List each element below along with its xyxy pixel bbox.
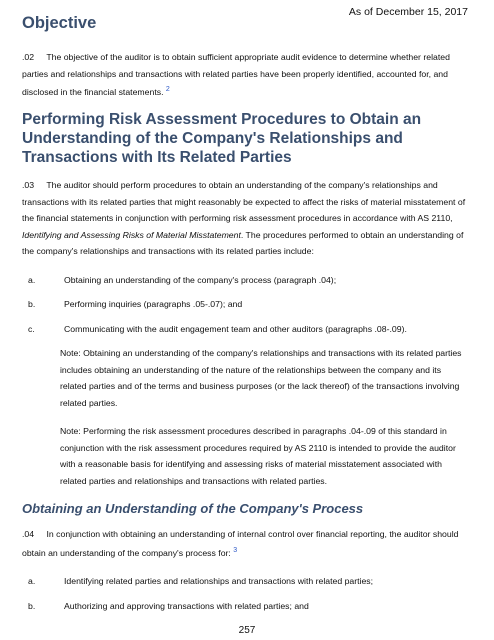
procedures-list	[22, 272, 468, 338]
list-marker: a.	[28, 576, 36, 587]
list-item-text: Identifying related parties and relationships and transactions with related parties;	[64, 576, 374, 587]
note-2: Note: Performing the risk assessment procedures described in paragraphs .04-.09 of this standard in conjunction with the risk assessment procedures required by AS 2110 is intended to provide the auditor with a reasonable basis for identifying and assessing risks of material misstatement associated with related parties and relationships and transactions with related parties.	[60, 426, 456, 486]
paragraph-text: The auditor should perform procedures to obtain an understanding of the company's relationships and transactions with its related parties that might reasonably be expected to affect the risks of material misstatement of the financial statements in conjunction with performing risk assessment procedures in accordance with AS 2110,	[22, 180, 466, 224]
paragraph-text: The objective of the auditor is to obtain sufficient appropriate audit evidence to determine whether related parties and relationships and transactions with related parties have been properly identified, accounted for, and disclosed in the financial statements.	[22, 52, 450, 97]
paragraph-text: In conjunction with obtaining an understanding of internal control over financial reporting, the auditor should obtain an understanding of the company's process for:	[22, 529, 459, 558]
list-item-text: Communicating with the audit engagement team and other auditors (paragraphs .08-.09).	[64, 323, 407, 334]
paragraph-03	[22, 177, 468, 260]
list-marker: b.	[28, 600, 36, 611]
list-item	[22, 272, 468, 289]
footnote-link-2[interactable]: 2	[165, 86, 170, 93]
list-item	[22, 598, 468, 615]
list-item	[22, 296, 468, 313]
section-heading-risk-assessment: Performing Risk Assessment Procedures to Obtain an Understanding of the Company's Relationships and Transactions with Its Related Parties	[22, 111, 422, 167]
list-item	[22, 321, 468, 338]
list-item-text: Performing inquiries (paragraphs .05-.07); and	[64, 299, 243, 310]
footnote-link-3[interactable]: 3	[233, 546, 238, 554]
paragraph-number: .02	[22, 52, 35, 62]
document-page	[22, 14, 468, 622]
list-item-text: Obtaining an understanding of the company's process (paragraph .04);	[64, 274, 337, 285]
paragraph-text-cont: . The procedures performed to obtain an understanding of the company's relationships and transactions with its related parties include:	[22, 229, 464, 257]
section-heading-company-process: Obtaining an Understanding of the Company's Process	[22, 501, 364, 517]
process-list	[22, 573, 468, 614]
page-number: 257	[238, 625, 256, 636]
section-heading-objective: Objective	[22, 14, 97, 32]
list-item	[22, 573, 468, 590]
list-marker: c.	[28, 323, 35, 334]
paragraph-02	[22, 49, 468, 100]
paragraph-number: .03	[22, 180, 35, 191]
list-marker: b.	[28, 299, 36, 310]
note-1: Note: Obtaining an understanding of the company's relationships and transactions with its related parties includes obtaining an understanding of the nature of the relationships between the company and its related parties and of the terms and business purposes (or the lack thereof) of the transactions involving related parties.	[60, 348, 462, 408]
paragraph-number: .04	[22, 529, 35, 540]
as-of-date: As of December 15, 2017	[348, 6, 468, 18]
standard-title: Identifying and Assessing Risks of Material Misstatement	[22, 229, 241, 240]
list-marker: a.	[28, 274, 36, 285]
list-item-text: Authorizing and approving transactions with related parties; and	[64, 600, 309, 611]
paragraph-04	[22, 526, 468, 561]
